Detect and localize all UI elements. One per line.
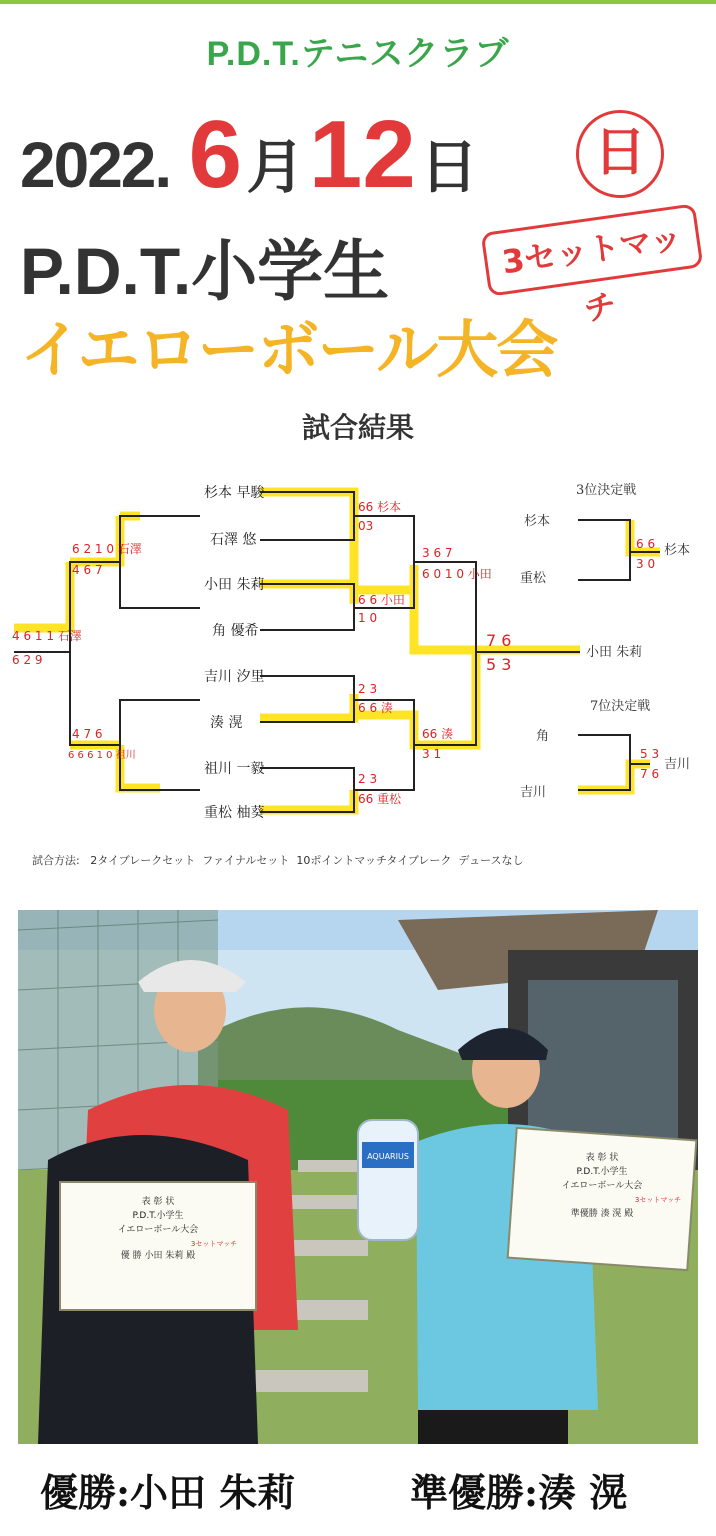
water-bottle bbox=[358, 1120, 418, 1240]
club-name: P.D.T.テニスクラブ bbox=[206, 35, 510, 73]
seventh-place-p1: 角 bbox=[536, 729, 550, 744]
score-7th-b: 7 6 bbox=[640, 767, 660, 781]
svg-text:表 彰 状: 表 彰 状 bbox=[141, 1197, 175, 1207]
score-left-top-b: 4 6 7 bbox=[72, 563, 103, 577]
score-r1m2-b: 1 0 bbox=[358, 611, 378, 625]
score-r1m1-a: 66 杉本 bbox=[358, 500, 402, 514]
score-r1m4-a: 2 3 bbox=[358, 772, 378, 786]
svg-text:3セットマッチ: 3セットマッチ bbox=[634, 1196, 682, 1204]
weekday-circle: 日 bbox=[576, 110, 664, 198]
score-sf1-a: 3 6 7 bbox=[422, 546, 453, 560]
date-month: 6 bbox=[188, 101, 242, 208]
player-3: 小田 朱莉 bbox=[204, 577, 265, 593]
score-3rd-b: 3 0 bbox=[636, 557, 656, 571]
third-place-p1: 杉本 bbox=[524, 514, 551, 529]
score-sf2-b: 3 1 bbox=[422, 747, 442, 761]
svg-text:3セットマッチ: 3セットマッチ bbox=[190, 1240, 238, 1248]
score-left-bottom-b: 6 6 6 1 0 祖川 bbox=[68, 750, 136, 761]
player-8: 重松 柚葵 bbox=[204, 805, 265, 821]
score-left-outer-a: 4 6 1 1 石澤 bbox=[12, 629, 82, 643]
third-place-p2: 重松 bbox=[520, 571, 547, 586]
date-day: 12 bbox=[308, 101, 416, 208]
seventh-place-winner: 吉川 bbox=[664, 757, 691, 772]
event-date bbox=[20, 100, 479, 208]
tournament-bracket bbox=[0, 470, 716, 840]
match-method: 試合方法: 2タイブレークセット ファイナルセット 10ポイントマッチタイブレーク デュースなし bbox=[32, 854, 524, 867]
svg-text:イエローボール大会: イエローボール大会 bbox=[561, 1181, 643, 1191]
seventh-place-p2: 吉川 bbox=[520, 785, 547, 800]
format-badge: 3セットマッチ bbox=[481, 203, 704, 296]
score-r1m3-b: 6 6 湊 bbox=[358, 701, 393, 715]
event-title-line2: イエローボール大会 bbox=[20, 313, 557, 386]
winners-photo bbox=[18, 910, 698, 1444]
bracket-lines bbox=[14, 492, 660, 812]
top-accent-bar bbox=[0, 0, 716, 4]
winner-caption: 優勝:小田 朱莉 bbox=[40, 1470, 296, 1515]
score-r1m2-a: 6 6 小田 bbox=[358, 593, 405, 607]
player-5: 吉川 汐里 bbox=[204, 669, 265, 685]
score-left-top-a: 6 2 1 0 石澤 bbox=[72, 542, 142, 556]
score-left-bottom-a: 4 7 6 bbox=[72, 727, 103, 741]
final-winner-label: 小田 朱莉 bbox=[586, 645, 643, 660]
score-r1m1-b: 03 bbox=[358, 519, 374, 533]
svg-text:イエローボール大会: イエローボール大会 bbox=[117, 1225, 199, 1235]
score-3rd-a: 6 6 bbox=[636, 537, 656, 551]
svg-text:P.D.T.小学生: P.D.T.小学生 bbox=[132, 1211, 184, 1221]
score-final-b: 5 3 bbox=[486, 655, 512, 674]
score-final-a: 7 6 bbox=[486, 631, 512, 650]
player-6: 湊 滉 bbox=[210, 715, 243, 731]
score-r1m4-b: 66 重松 bbox=[358, 792, 402, 806]
score-7th-a: 5 3 bbox=[640, 747, 660, 761]
date-month-kanji: 月 bbox=[246, 135, 305, 200]
player-4: 角 優希 bbox=[212, 623, 259, 639]
event-title-line1: P.D.T.小学生 bbox=[20, 234, 390, 308]
score-r1m3-a: 2 3 bbox=[358, 682, 378, 696]
svg-text:準優勝 湊 滉 殿: 準優勝 湊 滉 殿 bbox=[570, 1209, 634, 1219]
score-sf1-b: 6 0 1 0 小田 bbox=[422, 567, 492, 581]
player-1: 杉本 早駿 bbox=[204, 485, 265, 501]
third-place-title: 3位決定戦 bbox=[576, 483, 637, 498]
player-7: 祖川 一毅 bbox=[204, 761, 265, 777]
svg-text:P.D.T.小学生: P.D.T.小学生 bbox=[576, 1167, 628, 1177]
date-year: 2022. bbox=[20, 129, 171, 201]
svg-text:表 彰 状: 表 彰 状 bbox=[585, 1153, 619, 1163]
third-place-winner: 杉本 bbox=[664, 543, 691, 558]
svg-text:AQUARIUS: AQUARIUS bbox=[367, 1152, 409, 1161]
date-day-kanji: 日 bbox=[420, 135, 479, 200]
seventh-place-title: 7位決定戦 bbox=[590, 699, 651, 714]
runner-up-caption: 準優勝:湊 滉 bbox=[410, 1470, 628, 1515]
player-2: 石澤 悠 bbox=[210, 532, 257, 548]
svg-text:優 勝 小田 朱莉 殿: 優 勝 小田 朱莉 殿 bbox=[120, 1251, 196, 1261]
results-heading: 試合結果 bbox=[301, 411, 414, 444]
score-left-outer-b: 6 2 9 bbox=[12, 653, 43, 667]
score-sf2-a: 66 湊 bbox=[422, 727, 454, 741]
